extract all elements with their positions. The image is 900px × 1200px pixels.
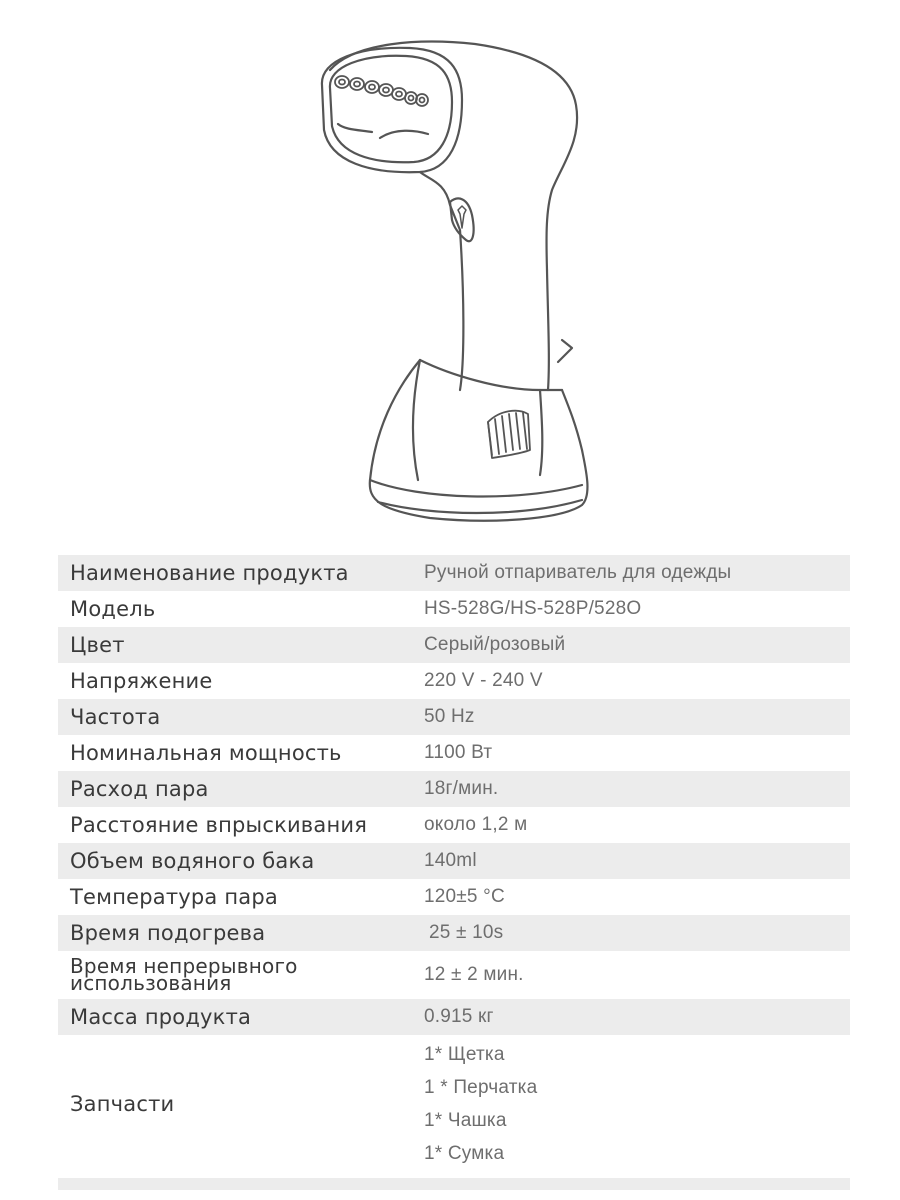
spec-row-continuous-use [58, 951, 850, 999]
spec-label-line-1: Время непрерывного [70, 954, 298, 978]
steamer-illustration [300, 30, 600, 530]
spec-value: 12 ± 2 мин. [424, 964, 524, 985]
spec-row-model [58, 591, 850, 627]
spec-row-heatup-time [58, 915, 850, 951]
spec-label: Расход пара [70, 777, 209, 801]
spec-label: Запчасти [70, 1091, 175, 1116]
spec-label: Наименование продукта [70, 561, 349, 585]
spec-label: Объем водяного бака [70, 849, 315, 873]
spec-table [58, 555, 850, 1172]
spec-row-voltage [58, 663, 850, 699]
spec-label: Температура пара [70, 885, 278, 909]
spec-value: 50 Hz [424, 706, 475, 727]
spec-label: Время подогрева [70, 921, 266, 945]
spec-label [58, 954, 424, 995]
spec-label-line-2: использования [70, 971, 232, 995]
spec-label: Частота [70, 705, 161, 729]
spec-value: HS-528G/HS-528P/528O [424, 598, 642, 619]
spec-row-tank-volume [58, 843, 850, 879]
spec-row-steam-temperature [58, 879, 850, 915]
spec-row-product-name [58, 555, 850, 591]
spec-value: 220 V - 240 V [424, 670, 543, 691]
accessory-item: 1* Щетка [424, 1043, 505, 1065]
spec-label: Масса продукта [70, 1005, 252, 1029]
spec-value: 18г/мин. [424, 778, 499, 799]
spec-row-power [58, 735, 850, 771]
spec-label: Расстояние впрыскивания [70, 813, 368, 837]
spec-value: Серый/розовый [424, 634, 566, 655]
spec-value: 140ml [424, 850, 477, 871]
spec-label: Номинальная мощность [70, 741, 342, 765]
spec-value: 0.915 кг [424, 1006, 494, 1027]
spec-value: 1100 Вт [424, 742, 493, 763]
accessory-item: 1* Сумка [424, 1142, 505, 1164]
spec-label: Цвет [70, 633, 125, 657]
spec-row-color [58, 627, 850, 663]
spec-row-spray-distance [58, 807, 850, 843]
table-bottom-bar [58, 1178, 850, 1190]
spec-row-weight [58, 999, 850, 1035]
accessory-item: 1* Чашка [424, 1109, 507, 1131]
spec-value: около 1,2 м [424, 814, 528, 835]
spec-value: Ручной отпариватель для одежды [424, 562, 732, 583]
garment-steamer-drawing [300, 30, 600, 530]
spec-label: Напряжение [70, 669, 213, 693]
accessory-item: 1 * Перчатка [424, 1076, 538, 1098]
accessories-list [424, 1038, 850, 1170]
spec-row-frequency [58, 699, 850, 735]
spec-value: 120±5 °C [424, 886, 505, 907]
spec-row-accessories [58, 1035, 850, 1172]
spec-value: 25 ± 10s [429, 922, 504, 943]
spec-label: Модель [70, 597, 156, 621]
spec-row-steam-rate [58, 771, 850, 807]
